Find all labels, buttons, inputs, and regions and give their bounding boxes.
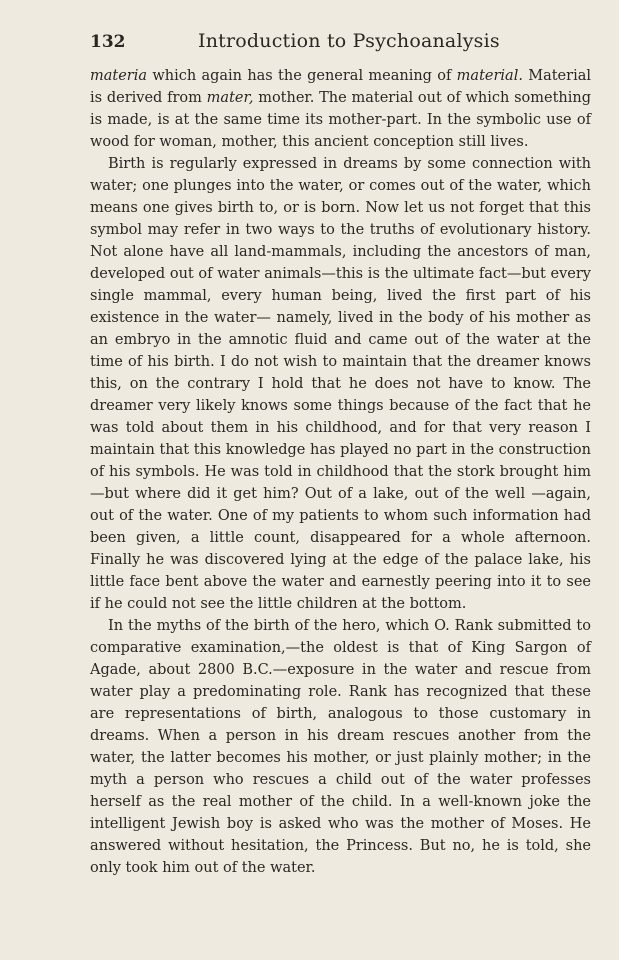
running-title: Introduction to Psychoanalysis — [198, 30, 500, 52]
text-segment: Birth is regularly expressed in dreams by some connection with water; one plunges into the water, or comes out of the water, which means one gives birth to, or is born. Now let us not forget that this symbol may refer in two ways to the truths of evolutionary history. Not alone have all land-mammals, including the ancestors of man, developed out of water animals—this is the ultimate fact—but every single mammal, every human being, lived the first part of his existence in the water— namely, lived in the body of his mother as an embryo in the amnotic fluid and came out of the water at the time of his birth. I do not wish to maintain that the dreamer knows this, on the contrary I hold that he does not have to know. The dreamer very likely knows some things because of the fact that he was told about them in his childhood, and for that very reason I maintain that this knowledge has played no part in the construction of his symbols. He was told in childhood that the stork brought him—but where did it get him? Out of a lake, out of the well —again, out of the water. One of my patients to whom such information had been given, a little count, disappeared for a whole afternoon. Finally he was discovered lying at the edge of the palace lake, his little face bent above the water and earnestly peering into it to see if he could not see the little children at the bottom. — [90, 156, 591, 612]
page-header — [90, 30, 591, 60]
body-text — [90, 65, 591, 879]
text-segment: mother. The material out of which something is made, is at the same time its mother-part. In the symbolic use of wood for woman, mother, this ancient conception still lives. — [90, 90, 592, 150]
paragraph-2 — [90, 153, 591, 615]
text-segment: which again has the general meaning of — [147, 68, 457, 84]
text-segment: material. — [456, 68, 523, 84]
paragraph-3 — [90, 615, 591, 879]
text-segment: Material is derived from — [90, 68, 591, 106]
page-number: 132 — [90, 32, 126, 52]
text-segment: mater, — [206, 90, 254, 106]
text-segment: In the myths of the birth of the hero, which O. Rank submitted to comparative examination,—the oldest is that of King Sargon of Agade, about 2800 B.C.—exposure in the water and rescue from water play a predominating role. Rank has recognized that these are representations of birth, analogous to those customary in dreams. When a person in his dream rescues another from the water, the latter becomes his mother, or just plainly mother; in the myth a person who rescues a child out of the water professes herself as the real mother of the child. In a well-known joke the intelligent Jewish boy is asked who was the mother of Moses. He answered without hesitation, the Princess. But no, he is told, she only took him out of the water. — [90, 618, 591, 876]
paragraph-1 — [90, 65, 591, 153]
text-segment: materia — [90, 68, 148, 84]
